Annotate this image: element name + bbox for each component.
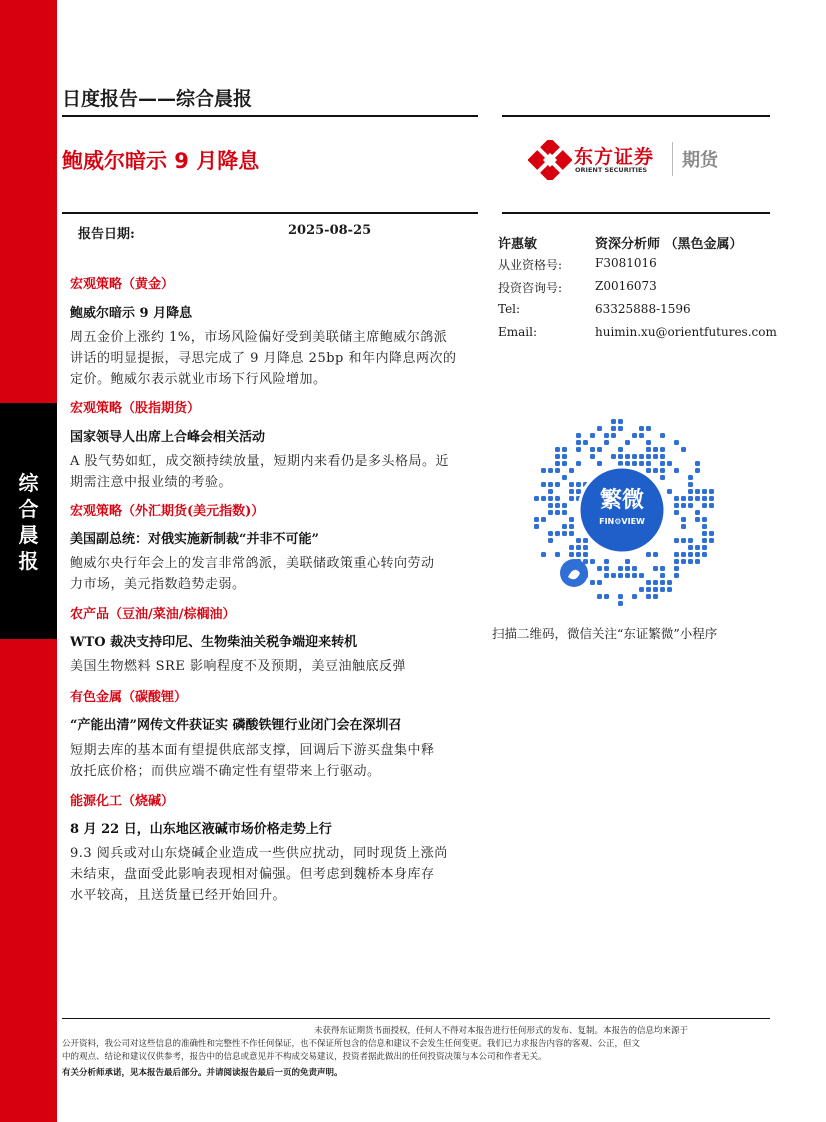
- qr-dot: [674, 510, 679, 515]
- body-line: 周五金价上涨约 1%，市场风险偏好受到美联储主席鲍威尔鸽派: [70, 330, 448, 345]
- disclaimer: [62, 1025, 772, 1064]
- date-rule-left: [62, 212, 478, 214]
- qr-dot: [562, 461, 567, 466]
- body-line: 期需注意中报业绩的考验。: [70, 475, 233, 490]
- qr-dot: [618, 601, 623, 606]
- qr-dot: [667, 580, 672, 585]
- analyst-name: 许惠敏: [498, 237, 538, 252]
- qr-dot: [660, 447, 665, 452]
- section-heading: 农产品（豆油/菜油/棕榈油）: [70, 607, 236, 622]
- qr-dot: [688, 482, 693, 487]
- disclaimer-line: 中的观点、结论和建议仅供参考，报告中的信息或意见并不构成交易建议，投资者据此做出的任何投资决策与本公司和作者无关。: [62, 1052, 547, 1062]
- section-heading: 能源化工（烧碱）: [70, 794, 175, 809]
- qr-dot: [576, 440, 581, 445]
- qr-dot: [639, 573, 644, 578]
- qr-dot: [541, 482, 546, 487]
- qr-dot: [646, 440, 651, 445]
- analyst-value: 63325888-1596: [595, 302, 691, 316]
- qr-dot: [625, 461, 630, 466]
- news-title: 美国副总统：对俄实施新制裁“并非不可能”: [70, 532, 319, 547]
- qr-dot: [632, 573, 637, 578]
- qr-dot: [555, 496, 560, 501]
- qr-dot: [534, 517, 539, 522]
- qr-dot: [653, 454, 658, 459]
- qr-dot: [632, 454, 637, 459]
- section-heading: 宏观策略（黄金）: [70, 277, 175, 292]
- analyst-value: F3081016: [595, 256, 657, 270]
- qr-dot: [667, 461, 672, 466]
- qr-dot: [702, 531, 707, 536]
- news-body: [70, 843, 448, 906]
- qr-dot: [618, 426, 623, 431]
- body-line: 9.3 阅兵或对山东烧碱企业造成一些供应扰动，同时现货上涨尚: [70, 846, 448, 861]
- qr-dot: [555, 552, 560, 557]
- qr-dot: [688, 503, 693, 508]
- qr-dot: [562, 475, 567, 480]
- qr-dot: [695, 461, 700, 466]
- qr-dot: [702, 545, 707, 550]
- qr-dot: [618, 566, 623, 571]
- qr-dot: [611, 433, 616, 438]
- qr-dot: [709, 496, 714, 501]
- qr-dot: [695, 510, 700, 515]
- qr-dot: [660, 461, 665, 466]
- qr-dot: [590, 447, 595, 452]
- qr-dot: [625, 573, 630, 578]
- qr-dot: [548, 531, 553, 536]
- qr-dot: [555, 468, 560, 473]
- qr-dot: [688, 496, 693, 501]
- qr-dot: [604, 440, 609, 445]
- qr-dot: [702, 552, 707, 557]
- qr-dot: [555, 503, 560, 508]
- qr-dot: [646, 426, 651, 431]
- qr-dot: [653, 566, 658, 571]
- news-title: 8 月 22 日，山东地区液碱市场价格走势上行: [70, 822, 332, 837]
- qr-dot: [660, 587, 665, 592]
- page-title: 鲍威尔暗示 9 月降息: [62, 149, 260, 173]
- side-char: 晨: [18, 523, 39, 547]
- qr-dot: [695, 552, 700, 557]
- qr-dot: [618, 461, 623, 466]
- logo-suffix: 期货: [682, 150, 718, 171]
- analyst-key: Tel:: [498, 302, 521, 316]
- qr-dot: [702, 517, 707, 522]
- body-line: A 股气势如虹，成交额持续放量，短期内来看仍是多头格局。近: [70, 454, 450, 469]
- news-title: WTO 裁决支持印尼、生物柴油关税争端迎来转机: [70, 635, 358, 650]
- qr-dot: [541, 552, 546, 557]
- qr-dot: [709, 538, 714, 543]
- qr-dot: [646, 447, 651, 452]
- qr-dot: [618, 594, 623, 599]
- qr-dot: [660, 468, 665, 473]
- date-label: 报告日期:: [78, 227, 135, 242]
- body-line: 短期去库的基本面有望提供底部支撑，回调后下游买盘集中释: [70, 743, 435, 758]
- qr-dot: [548, 538, 553, 543]
- qr-dot: [660, 573, 665, 578]
- qr-dot: [597, 594, 602, 599]
- body-line: 美国生物燃料 SRE 影响程度不及预期，美豆油触底反弹: [70, 659, 406, 674]
- qr-dot: [625, 566, 630, 571]
- qr-dot: [709, 503, 714, 508]
- qr-dot: [597, 580, 602, 585]
- qr-dot: [555, 531, 560, 536]
- side-char: 综: [18, 471, 39, 495]
- qr-dot: [534, 496, 539, 501]
- qr-dot: [583, 538, 588, 543]
- qr-dot: [590, 580, 595, 585]
- qr-dot: [674, 468, 679, 473]
- qr-dot: [709, 489, 714, 494]
- qr-dot: [674, 552, 679, 557]
- qr-dot: [611, 419, 616, 424]
- header-rule-left: [62, 115, 478, 117]
- report-type: 日度报告——综合晨报: [62, 88, 253, 110]
- qr-dot: [660, 566, 665, 571]
- qr-dot: [660, 454, 665, 459]
- qr-dot: [702, 503, 707, 508]
- qr-dot: [674, 566, 679, 571]
- qr-dot: [681, 496, 686, 501]
- logo-en: ORIENT SECURITIES: [575, 166, 648, 174]
- qr-dot: [646, 552, 651, 557]
- qr-dot: [576, 433, 581, 438]
- analyst-block: [498, 233, 777, 348]
- section-heading: 宏观策略（外汇期货(美元指数)）: [70, 504, 265, 519]
- body-line: 讲话的明显提振，寻思完成了 9 月降息 25bp 和年内降息两次的: [70, 351, 457, 366]
- disclaimer-line: 公开资料，我公司对这些信息的准确性和完整性不作任何保证，也不保证所包含的信息和建议不会发生任何变更。我们已力求报告内容的客观、公正，但文: [62, 1039, 641, 1049]
- qr-dot: [562, 503, 567, 508]
- qr-dot: [576, 489, 581, 494]
- qr-dot: [562, 454, 567, 459]
- logo-cn: 东方证券: [574, 146, 655, 168]
- qr-dot: [695, 559, 700, 564]
- qr-dot: [674, 559, 679, 564]
- qr-dot: [541, 517, 546, 522]
- qr-dot: [597, 426, 602, 431]
- qr-dot: [674, 440, 679, 445]
- qr-dot: [653, 580, 658, 585]
- side-red-bar-top: [0, 0, 57, 403]
- qr-dot: [597, 447, 602, 452]
- qr-dot: [562, 447, 567, 452]
- qr-dot: [569, 531, 574, 536]
- qr-dot: [702, 538, 707, 543]
- qr-dot: [576, 447, 581, 452]
- qr-dot: [681, 524, 686, 529]
- qr-dot: [618, 447, 623, 452]
- section-heading: 宏观策略（股指期货）: [70, 401, 201, 416]
- qr-dot: [688, 475, 693, 480]
- qr-dot: [639, 433, 644, 438]
- qr-dot: [653, 468, 658, 473]
- logo-divider: [672, 142, 673, 176]
- qr-dot: [646, 594, 651, 599]
- qr-code[interactable]: [510, 415, 730, 610]
- qr-dot: [660, 475, 665, 480]
- qr-dot: [555, 447, 560, 452]
- qr-dot: [681, 503, 686, 508]
- qr-dot: [576, 538, 581, 543]
- logo: [528, 140, 738, 180]
- report-date: 2025-08-25: [288, 223, 372, 238]
- qr-dot: [548, 489, 553, 494]
- logo-mark-icon: [528, 140, 572, 180]
- qr-dot: [590, 559, 595, 564]
- news-body: [70, 327, 457, 390]
- qr-dot: [576, 461, 581, 466]
- qr-dot: [597, 461, 602, 466]
- disclaimer-line: 未获得东证期货书面授权，任何人不得对本报告进行任何形式的发布、复制。本报告的信息均来源于: [314, 1026, 689, 1036]
- qr-dot: [562, 510, 567, 515]
- analyst-email: huimin.xu@orientfutures.com: [595, 325, 777, 339]
- date-rule-right: [502, 212, 770, 214]
- qr-dot: [611, 454, 616, 459]
- qr-dot: [576, 482, 581, 487]
- qr-dot: [632, 461, 637, 466]
- side-char: 报: [18, 549, 39, 573]
- qr-dot: [702, 489, 707, 494]
- qr-dot: [604, 573, 609, 578]
- side-char: 合: [18, 497, 39, 521]
- body-line: 定价。鲍威尔表示就业市场下行风险增加。: [70, 372, 327, 387]
- qr-dot: [660, 580, 665, 585]
- news-body: [70, 451, 449, 493]
- analyst-key: 从业资格号:: [498, 258, 563, 272]
- qr-dot: [653, 594, 658, 599]
- news-body: [70, 656, 406, 677]
- qr-dot: [569, 496, 574, 501]
- news-title: 鲍威尔暗示 9 月降息: [70, 306, 193, 321]
- qr-dot: [583, 545, 588, 550]
- qr-dot: [639, 454, 644, 459]
- qr-dot: [548, 496, 553, 501]
- news-body: [70, 740, 435, 782]
- body-line: 放托底价格；而供应端不确定性有望带来上行驱动。: [70, 764, 381, 779]
- qr-dot: [709, 531, 714, 536]
- qr-dot: [555, 461, 560, 466]
- qr-dot: [625, 559, 630, 564]
- qr-dot: [569, 545, 574, 550]
- qr-dot: [681, 552, 686, 557]
- qr-dot: [590, 433, 595, 438]
- analyst-commitment: 有关分析师承诺，见本报告最后部分。并请阅读报告最后一页的免责声明。: [62, 1068, 343, 1078]
- qr-dot: [555, 482, 560, 487]
- qr-dot: [548, 503, 553, 508]
- qr-dot: [695, 545, 700, 550]
- qr-dot: [674, 538, 679, 543]
- qr-dot: [632, 594, 637, 599]
- qr-dot: [653, 552, 658, 557]
- analyst-key: Email:: [498, 325, 538, 339]
- side-label: [0, 470, 57, 574]
- qr-dot: [569, 482, 574, 487]
- qr-dot: [695, 489, 700, 494]
- qr-dot: [597, 566, 602, 571]
- qr-dot: [646, 580, 651, 585]
- qr-dot: [632, 433, 637, 438]
- qr-dot: [688, 552, 693, 557]
- analyst-key: 投资咨询号:: [498, 281, 563, 295]
- body-line: 力市场，美元指数趋势走弱。: [70, 577, 246, 592]
- qr-dot: [618, 454, 623, 459]
- news-body: [70, 553, 435, 595]
- qr-dot: [674, 503, 679, 508]
- qr-dot: [548, 468, 553, 473]
- qr-center-text: 繁微: [599, 488, 644, 513]
- analyst-title: 资深分析师 （黑色金属）: [595, 237, 743, 252]
- qr-dot: [569, 468, 574, 473]
- qr-dot: [688, 559, 693, 564]
- qr-dot: [618, 419, 623, 424]
- qr-dot: [604, 433, 609, 438]
- qr-dot: [555, 510, 560, 515]
- qr-dot: [646, 587, 651, 592]
- qr-dot: [646, 461, 651, 466]
- qr-dot: [695, 496, 700, 501]
- side-red-bar-bottom: [0, 639, 57, 1122]
- qr-dot: [604, 566, 609, 571]
- qr-dot: [646, 468, 651, 473]
- qr-dot: [681, 447, 686, 452]
- qr-dot: [541, 468, 546, 473]
- qr-dot: [660, 433, 665, 438]
- qr-dot: [576, 552, 581, 557]
- news-title: 国家领导人出席上合峰会相关活动: [70, 430, 266, 445]
- qr-dot: [625, 440, 630, 445]
- qr-dot: [534, 524, 539, 529]
- qr-dot: [548, 510, 553, 515]
- qr-dot: [653, 447, 658, 452]
- qr-dot: [702, 524, 707, 529]
- qr-dot: [681, 538, 686, 543]
- qr-dot: [695, 517, 700, 522]
- analyst-value: Z0016073: [595, 279, 657, 293]
- qr-dot: [688, 489, 693, 494]
- qr-dot: [569, 552, 574, 557]
- qr-dot: [555, 454, 560, 459]
- qr-dot: [674, 573, 679, 578]
- qr-dot: [541, 496, 546, 501]
- qr-dot: [639, 461, 644, 466]
- body-line: 未结束，盘面受此影响表现相对偏强。但考虑到魏桥本身库存: [70, 867, 435, 882]
- qr-dot: [604, 594, 609, 599]
- qr-dot: [625, 454, 630, 459]
- section-heading: 有色金属（碳酸锂）: [70, 690, 188, 705]
- qr-dot: [562, 524, 567, 529]
- qr-dot: [688, 538, 693, 543]
- qr-dot: [688, 545, 693, 550]
- qr-dot: [583, 440, 588, 445]
- qr-dot: [618, 573, 623, 578]
- qr-dot: [632, 566, 637, 571]
- qr-caption: 扫描二维码，微信关注“东证繁微”小程序: [492, 626, 718, 641]
- qr-dot: [667, 489, 672, 494]
- qr-brand: FIN⚙VIEW: [599, 517, 645, 526]
- qr-dot: [674, 496, 679, 501]
- qr-dot: [569, 489, 574, 494]
- header-rule-right: [502, 115, 770, 117]
- qr-dot: [562, 531, 567, 536]
- qr-dot: [569, 517, 574, 522]
- qr-dot: [667, 587, 672, 592]
- qr-dot: [646, 454, 651, 459]
- qr-dot: [695, 468, 700, 473]
- footer-rule: [62, 1018, 770, 1019]
- qr-dot: [681, 517, 686, 522]
- qr-dot: [653, 587, 658, 592]
- qr-dot: [611, 426, 616, 431]
- qr-dot: [681, 559, 686, 564]
- qr-dot: [604, 559, 609, 564]
- qr-dot: [639, 426, 644, 431]
- qr-dot: [548, 482, 553, 487]
- qr-dot: [639, 587, 644, 592]
- qr-dot: [590, 454, 595, 459]
- qr-dot: [576, 545, 581, 550]
- qr-dot: [611, 573, 616, 578]
- qr-dot: [583, 552, 588, 557]
- body-line: 鲍威尔央行年会上的发言非常鸽派，美联储政策重心转向劳动: [70, 556, 435, 571]
- qr-dot: [569, 524, 574, 529]
- news-title: “产能出清”网传文件获证实 磷酸铁锂行业闭门会在深圳召: [70, 718, 402, 733]
- qr-dot: [702, 496, 707, 501]
- body-line: 水平较高，且送货量已经开始回升。: [70, 888, 287, 903]
